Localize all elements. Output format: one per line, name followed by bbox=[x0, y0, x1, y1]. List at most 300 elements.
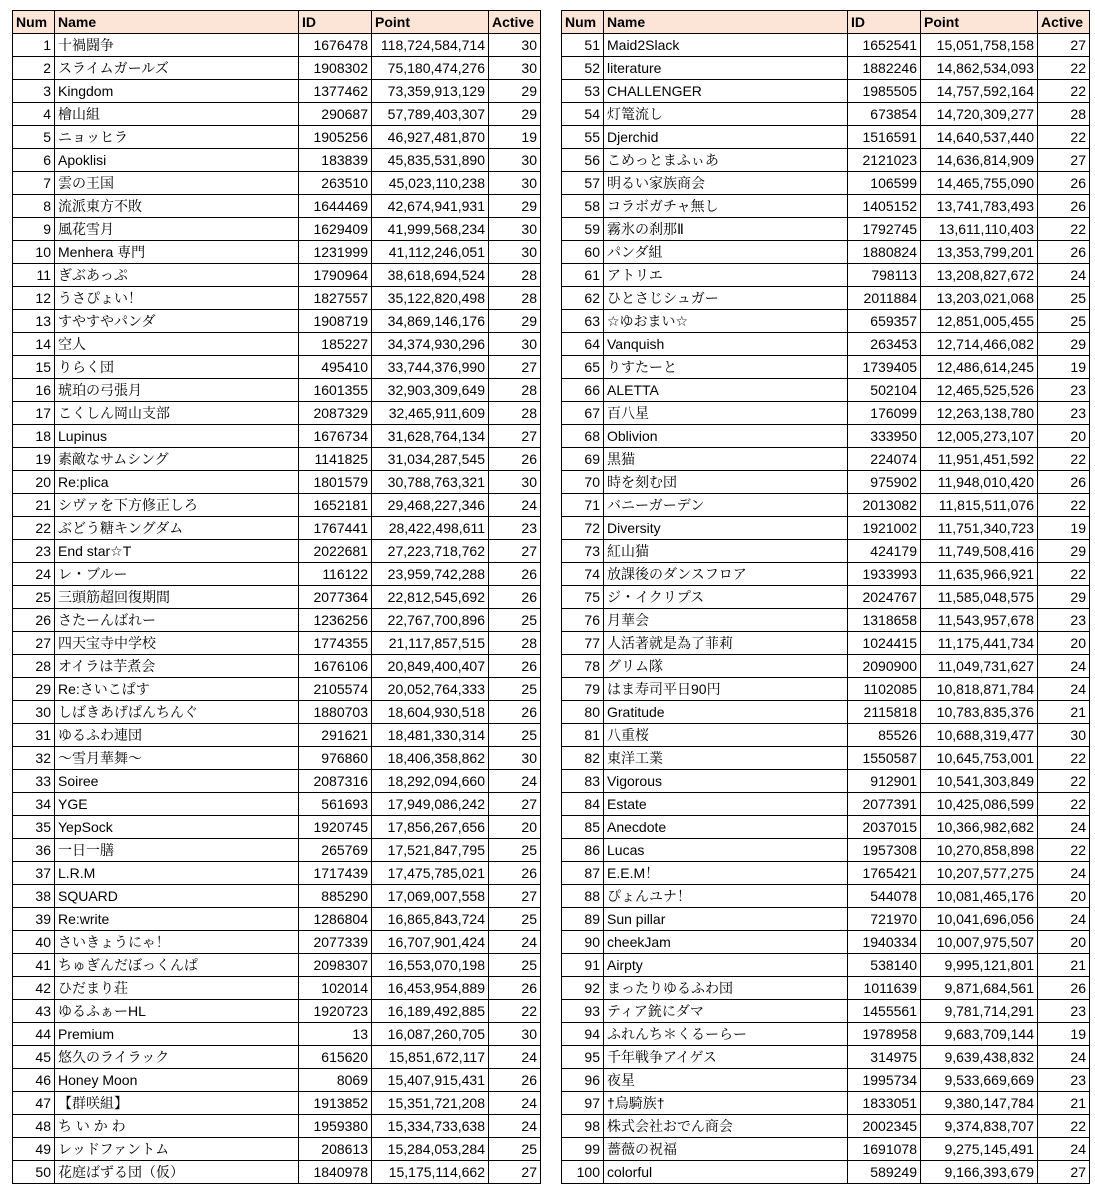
cell-active: 24 bbox=[1038, 1138, 1090, 1161]
cell-point: 9,683,709,144 bbox=[921, 1023, 1038, 1046]
cell-point: 15,175,114,662 bbox=[372, 1161, 489, 1184]
cell-point: 12,263,138,780 bbox=[921, 402, 1038, 425]
table-row bbox=[13, 34, 541, 57]
cell-name: 時を刻む団 bbox=[604, 471, 848, 494]
table-row bbox=[562, 356, 1090, 379]
cell-point: 17,521,847,795 bbox=[372, 839, 489, 862]
cell-num: 5 bbox=[13, 126, 55, 149]
header-active: Active bbox=[489, 11, 541, 34]
cell-point: 10,688,319,477 bbox=[921, 724, 1038, 747]
cell-num: 10 bbox=[13, 241, 55, 264]
cell-name: YGE bbox=[55, 793, 299, 816]
cell-active: 22 bbox=[1038, 563, 1090, 586]
cell-point: 10,645,753,001 bbox=[921, 747, 1038, 770]
table-row bbox=[13, 954, 541, 977]
cell-active: 22 bbox=[1038, 218, 1090, 241]
cell-point: 9,871,684,561 bbox=[921, 977, 1038, 1000]
cell-name: 雲の王国 bbox=[55, 172, 299, 195]
cell-point: 10,783,835,376 bbox=[921, 701, 1038, 724]
cell-active: 29 bbox=[489, 103, 541, 126]
cell-id: 1792745 bbox=[848, 218, 921, 241]
cell-name: 風花雪月 bbox=[55, 218, 299, 241]
table-row bbox=[13, 425, 541, 448]
cell-point: 29,468,227,346 bbox=[372, 494, 489, 517]
cell-id: 1455561 bbox=[848, 1000, 921, 1023]
cell-point: 45,835,531,890 bbox=[372, 149, 489, 172]
cell-active: 19 bbox=[1038, 356, 1090, 379]
cell-id: 1827557 bbox=[299, 287, 372, 310]
table-row bbox=[13, 655, 541, 678]
cell-id: 1652181 bbox=[299, 494, 372, 517]
cell-point: 20,849,400,407 bbox=[372, 655, 489, 678]
table-row bbox=[562, 586, 1090, 609]
table-row bbox=[13, 724, 541, 747]
cell-id: 673854 bbox=[848, 103, 921, 126]
cell-num: 36 bbox=[13, 839, 55, 862]
cell-active: 30 bbox=[489, 333, 541, 356]
cell-point: 41,112,246,051 bbox=[372, 241, 489, 264]
cell-id: 2087329 bbox=[299, 402, 372, 425]
cell-point: 17,949,086,242 bbox=[372, 793, 489, 816]
table-row bbox=[13, 862, 541, 885]
cell-active: 27 bbox=[489, 425, 541, 448]
cell-num: 58 bbox=[562, 195, 604, 218]
table-row bbox=[562, 448, 1090, 471]
table-row bbox=[562, 103, 1090, 126]
cell-name: 檜山組 bbox=[55, 103, 299, 126]
cell-num: 83 bbox=[562, 770, 604, 793]
cell-num: 92 bbox=[562, 977, 604, 1000]
cell-point: 9,166,393,679 bbox=[921, 1161, 1038, 1184]
cell-id: 495410 bbox=[299, 356, 372, 379]
cell-active: 19 bbox=[1038, 1023, 1090, 1046]
cell-num: 57 bbox=[562, 172, 604, 195]
cell-id: 1880824 bbox=[848, 241, 921, 264]
cell-id: 224074 bbox=[848, 448, 921, 471]
cell-id: 538140 bbox=[848, 954, 921, 977]
cell-point: 9,374,838,707 bbox=[921, 1115, 1038, 1138]
cell-point: 12,005,273,107 bbox=[921, 425, 1038, 448]
cell-name: ちゅぎんだぼっくんぱ bbox=[55, 954, 299, 977]
cell-active: 19 bbox=[1038, 517, 1090, 540]
cell-active: 25 bbox=[489, 678, 541, 701]
cell-active: 27 bbox=[1038, 149, 1090, 172]
table-row bbox=[562, 1000, 1090, 1023]
header-id: ID bbox=[299, 11, 372, 34]
cell-active: 22 bbox=[1038, 448, 1090, 471]
cell-point: 10,270,858,898 bbox=[921, 839, 1038, 862]
cell-point: 57,789,403,307 bbox=[372, 103, 489, 126]
table-row bbox=[13, 333, 541, 356]
cell-id: 1995734 bbox=[848, 1069, 921, 1092]
table-row bbox=[13, 517, 541, 540]
cell-id: 183839 bbox=[299, 149, 372, 172]
cell-point: 31,034,287,545 bbox=[372, 448, 489, 471]
header-name: Name bbox=[604, 11, 848, 34]
cell-point: 14,465,755,090 bbox=[921, 172, 1038, 195]
ranking-table-left bbox=[12, 10, 541, 1184]
cell-active: 27 bbox=[1038, 1161, 1090, 1184]
cell-num: 90 bbox=[562, 931, 604, 954]
cell-name: こくしん岡山支部 bbox=[55, 402, 299, 425]
table-row bbox=[13, 908, 541, 931]
cell-id: 314975 bbox=[848, 1046, 921, 1069]
cell-num: 7 bbox=[13, 172, 55, 195]
cell-name: 琥珀の弓張月 bbox=[55, 379, 299, 402]
table-row bbox=[562, 379, 1090, 402]
cell-active: 23 bbox=[1038, 402, 1090, 425]
table-row bbox=[13, 793, 541, 816]
cell-id: 2024767 bbox=[848, 586, 921, 609]
table-row bbox=[562, 862, 1090, 885]
cell-point: 11,585,048,575 bbox=[921, 586, 1038, 609]
cell-id: 1920723 bbox=[299, 1000, 372, 1023]
cell-active: 26 bbox=[1038, 195, 1090, 218]
cell-num: 84 bbox=[562, 793, 604, 816]
cell-num: 40 bbox=[13, 931, 55, 954]
header-row bbox=[562, 11, 1090, 34]
cell-point: 11,751,340,723 bbox=[921, 517, 1038, 540]
cell-num: 88 bbox=[562, 885, 604, 908]
table-row bbox=[13, 80, 541, 103]
table-row bbox=[13, 379, 541, 402]
cell-num: 51 bbox=[562, 34, 604, 57]
cell-point: 14,640,537,440 bbox=[921, 126, 1038, 149]
cell-num: 74 bbox=[562, 563, 604, 586]
cell-point: 33,744,376,990 bbox=[372, 356, 489, 379]
cell-point: 10,425,086,599 bbox=[921, 793, 1038, 816]
cell-point: 21,117,857,515 bbox=[372, 632, 489, 655]
table-row bbox=[13, 816, 541, 839]
cell-point: 27,223,718,762 bbox=[372, 540, 489, 563]
cell-id: 2105574 bbox=[299, 678, 372, 701]
cell-num: 1 bbox=[13, 34, 55, 57]
cell-active: 24 bbox=[1038, 264, 1090, 287]
cell-active: 25 bbox=[489, 724, 541, 747]
cell-id: 912901 bbox=[848, 770, 921, 793]
cell-id: 176099 bbox=[848, 402, 921, 425]
cell-point: 35,122,820,498 bbox=[372, 287, 489, 310]
table-row bbox=[562, 655, 1090, 678]
cell-id: 1236256 bbox=[299, 609, 372, 632]
cell-id: 1840978 bbox=[299, 1161, 372, 1184]
cell-point: 13,611,110,403 bbox=[921, 218, 1038, 241]
cell-id: 1913852 bbox=[299, 1092, 372, 1115]
cell-num: 4 bbox=[13, 103, 55, 126]
cell-name: ☆ゆおまい☆ bbox=[604, 310, 848, 333]
cell-name: 放課後のダンスフロア bbox=[604, 563, 848, 586]
table-row bbox=[562, 1092, 1090, 1115]
cell-id: 1985505 bbox=[848, 80, 921, 103]
cell-point: 16,087,260,705 bbox=[372, 1023, 489, 1046]
cell-name: Re:さいこぱす bbox=[55, 678, 299, 701]
table-row bbox=[13, 885, 541, 908]
cell-active: 28 bbox=[489, 402, 541, 425]
cell-point: 75,180,474,276 bbox=[372, 57, 489, 80]
cell-point: 12,851,005,455 bbox=[921, 310, 1038, 333]
cell-name: ALETTA bbox=[604, 379, 848, 402]
cell-id: 2022681 bbox=[299, 540, 372, 563]
cell-point: 73,359,913,129 bbox=[372, 80, 489, 103]
table-row bbox=[562, 563, 1090, 586]
cell-id: 561693 bbox=[299, 793, 372, 816]
cell-id: 424179 bbox=[848, 540, 921, 563]
cell-name: Anecdote bbox=[604, 816, 848, 839]
cell-name: 灯篭流し bbox=[604, 103, 848, 126]
cell-id: 2011884 bbox=[848, 287, 921, 310]
cell-id: 1717439 bbox=[299, 862, 372, 885]
cell-point: 15,334,733,638 bbox=[372, 1115, 489, 1138]
cell-active: 29 bbox=[1038, 333, 1090, 356]
cell-num: 100 bbox=[562, 1161, 604, 1184]
cell-active: 21 bbox=[1038, 954, 1090, 977]
cell-name: アトリエ bbox=[604, 264, 848, 287]
cell-num: 31 bbox=[13, 724, 55, 747]
cell-id: 265769 bbox=[299, 839, 372, 862]
cell-name: ぴょんユナ！ bbox=[604, 885, 848, 908]
table-row bbox=[562, 701, 1090, 724]
table-row bbox=[13, 632, 541, 655]
cell-num: 56 bbox=[562, 149, 604, 172]
cell-id: 1882246 bbox=[848, 57, 921, 80]
cell-active: 22 bbox=[1038, 770, 1090, 793]
cell-num: 95 bbox=[562, 1046, 604, 1069]
cell-num: 18 bbox=[13, 425, 55, 448]
cell-id: 1978958 bbox=[848, 1023, 921, 1046]
cell-active: 30 bbox=[489, 57, 541, 80]
cell-name: Sun pillar bbox=[604, 908, 848, 931]
cell-name: 十禍闘争 bbox=[55, 34, 299, 57]
cell-active: 28 bbox=[489, 379, 541, 402]
cell-num: 87 bbox=[562, 862, 604, 885]
cell-id: 1940334 bbox=[848, 931, 921, 954]
cell-num: 12 bbox=[13, 287, 55, 310]
table-row bbox=[562, 1115, 1090, 1138]
cell-num: 75 bbox=[562, 586, 604, 609]
cell-name: CHALLENGER bbox=[604, 80, 848, 103]
table-row bbox=[562, 471, 1090, 494]
cell-name: ち い か わ bbox=[55, 1115, 299, 1138]
table-row bbox=[13, 195, 541, 218]
table-row bbox=[562, 517, 1090, 540]
cell-num: 25 bbox=[13, 586, 55, 609]
cell-name: Oblivion bbox=[604, 425, 848, 448]
cell-point: 11,951,451,592 bbox=[921, 448, 1038, 471]
cell-name: ゆるふぁーHL bbox=[55, 1000, 299, 1023]
header-num: Num bbox=[13, 11, 55, 34]
cell-num: 98 bbox=[562, 1115, 604, 1138]
cell-active: 24 bbox=[1038, 908, 1090, 931]
cell-point: 13,741,783,493 bbox=[921, 195, 1038, 218]
cell-name: 花庭ばずる団（仮） bbox=[55, 1161, 299, 1184]
cell-active: 28 bbox=[489, 632, 541, 655]
table-row bbox=[13, 57, 541, 80]
table-row bbox=[13, 1115, 541, 1138]
table-row bbox=[562, 724, 1090, 747]
table-row bbox=[562, 632, 1090, 655]
cell-name: ティア銃にダマ bbox=[604, 1000, 848, 1023]
cell-num: 97 bbox=[562, 1092, 604, 1115]
cell-point: 22,767,700,896 bbox=[372, 609, 489, 632]
cell-num: 59 bbox=[562, 218, 604, 241]
cell-num: 65 bbox=[562, 356, 604, 379]
table-row bbox=[562, 425, 1090, 448]
cell-point: 15,284,053,284 bbox=[372, 1138, 489, 1161]
cell-point: 13,208,827,672 bbox=[921, 264, 1038, 287]
cell-active: 23 bbox=[1038, 609, 1090, 632]
cell-point: 9,995,121,801 bbox=[921, 954, 1038, 977]
cell-name: Diversity bbox=[604, 517, 848, 540]
cell-num: 30 bbox=[13, 701, 55, 724]
table-row bbox=[13, 586, 541, 609]
header-point: Point bbox=[372, 11, 489, 34]
cell-num: 6 bbox=[13, 149, 55, 172]
table-row bbox=[562, 494, 1090, 517]
cell-point: 42,674,941,931 bbox=[372, 195, 489, 218]
cell-name: ゆるふわ連団 bbox=[55, 724, 299, 747]
cell-name: パンダ組 bbox=[604, 241, 848, 264]
cell-id: 1676734 bbox=[299, 425, 372, 448]
cell-id: 1676478 bbox=[299, 34, 372, 57]
cell-num: 68 bbox=[562, 425, 604, 448]
cell-id: 1318658 bbox=[848, 609, 921, 632]
table-row bbox=[13, 149, 541, 172]
cell-active: 28 bbox=[489, 264, 541, 287]
table-row bbox=[13, 264, 541, 287]
cell-active: 27 bbox=[489, 356, 541, 379]
cell-id: 1920745 bbox=[299, 816, 372, 839]
cell-num: 85 bbox=[562, 816, 604, 839]
cell-num: 77 bbox=[562, 632, 604, 655]
cell-id: 8069 bbox=[299, 1069, 372, 1092]
cell-id: 1833051 bbox=[848, 1092, 921, 1115]
cell-name: Maid2Slack bbox=[604, 34, 848, 57]
cell-num: 49 bbox=[13, 1138, 55, 1161]
table-row bbox=[562, 1023, 1090, 1046]
cell-name: しばきあげぱんちんぐ bbox=[55, 701, 299, 724]
cell-active: 26 bbox=[489, 977, 541, 1000]
cell-name: Vigorous bbox=[604, 770, 848, 793]
cell-id: 1405152 bbox=[848, 195, 921, 218]
cell-active: 23 bbox=[1038, 379, 1090, 402]
cell-id: 589249 bbox=[848, 1161, 921, 1184]
cell-point: 14,636,814,909 bbox=[921, 149, 1038, 172]
cell-active: 24 bbox=[489, 1092, 541, 1115]
cell-point: 34,869,146,176 bbox=[372, 310, 489, 333]
cell-name: りすたーと bbox=[604, 356, 848, 379]
cell-id: 2037015 bbox=[848, 816, 921, 839]
cell-id: 2087316 bbox=[299, 770, 372, 793]
cell-name: cheekJam bbox=[604, 931, 848, 954]
cell-id: 1676106 bbox=[299, 655, 372, 678]
cell-name: レッドファントム bbox=[55, 1138, 299, 1161]
cell-num: 11 bbox=[13, 264, 55, 287]
table-row bbox=[13, 1092, 541, 1115]
cell-point: 32,903,309,649 bbox=[372, 379, 489, 402]
cell-point: 15,351,721,208 bbox=[372, 1092, 489, 1115]
cell-name: レ・ブルー bbox=[55, 563, 299, 586]
cell-num: 64 bbox=[562, 333, 604, 356]
cell-active: 24 bbox=[1038, 655, 1090, 678]
cell-point: 11,749,508,416 bbox=[921, 540, 1038, 563]
table-row bbox=[562, 793, 1090, 816]
table-row bbox=[562, 264, 1090, 287]
header-num: Num bbox=[562, 11, 604, 34]
cell-num: 70 bbox=[562, 471, 604, 494]
cell-active: 29 bbox=[1038, 586, 1090, 609]
cell-id: 2098307 bbox=[299, 954, 372, 977]
cell-active: 24 bbox=[489, 770, 541, 793]
cell-active: 20 bbox=[1038, 632, 1090, 655]
cell-name: 株式会社おでん商会 bbox=[604, 1115, 848, 1138]
table-row bbox=[13, 218, 541, 241]
cell-num: 63 bbox=[562, 310, 604, 333]
table-row bbox=[562, 34, 1090, 57]
table-row bbox=[562, 609, 1090, 632]
table-row bbox=[13, 126, 541, 149]
cell-name: こめっとまふぃあ bbox=[604, 149, 848, 172]
cell-point: 16,865,843,724 bbox=[372, 908, 489, 931]
cell-num: 80 bbox=[562, 701, 604, 724]
cell-id: 2013082 bbox=[848, 494, 921, 517]
table-row bbox=[562, 1046, 1090, 1069]
cell-point: 41,999,568,234 bbox=[372, 218, 489, 241]
cell-point: 9,781,714,291 bbox=[921, 1000, 1038, 1023]
cell-name: Re:plica bbox=[55, 471, 299, 494]
cell-id: 1880703 bbox=[299, 701, 372, 724]
cell-num: 3 bbox=[13, 80, 55, 103]
cell-name: 夜星 bbox=[604, 1069, 848, 1092]
cell-point: 16,189,492,885 bbox=[372, 1000, 489, 1023]
cell-name: 千年戦争アイゲス bbox=[604, 1046, 848, 1069]
cell-active: 27 bbox=[1038, 34, 1090, 57]
cell-id: 502104 bbox=[848, 379, 921, 402]
cell-point: 12,465,525,526 bbox=[921, 379, 1038, 402]
cell-active: 30 bbox=[489, 747, 541, 770]
table-row bbox=[562, 149, 1090, 172]
cell-name: 【群咲組】 bbox=[55, 1092, 299, 1115]
cell-point: 15,407,915,431 bbox=[372, 1069, 489, 1092]
cell-point: 11,049,731,627 bbox=[921, 655, 1038, 678]
cell-id: 1774355 bbox=[299, 632, 372, 655]
cell-num: 15 bbox=[13, 356, 55, 379]
cell-name: 八重桜 bbox=[604, 724, 848, 747]
table-row bbox=[562, 770, 1090, 793]
cell-active: 22 bbox=[1038, 80, 1090, 103]
cell-active: 24 bbox=[1038, 678, 1090, 701]
cell-active: 26 bbox=[1038, 977, 1090, 1000]
cell-point: 10,818,871,784 bbox=[921, 678, 1038, 701]
cell-num: 34 bbox=[13, 793, 55, 816]
cell-active: 26 bbox=[1038, 471, 1090, 494]
cell-id: 1644469 bbox=[299, 195, 372, 218]
cell-id: 1767441 bbox=[299, 517, 372, 540]
cell-active: 20 bbox=[1038, 425, 1090, 448]
cell-num: 55 bbox=[562, 126, 604, 149]
cell-num: 13 bbox=[13, 310, 55, 333]
cell-num: 61 bbox=[562, 264, 604, 287]
cell-name: Premium bbox=[55, 1023, 299, 1046]
table-row bbox=[13, 977, 541, 1000]
table-row bbox=[13, 1023, 541, 1046]
cell-point: 12,714,466,082 bbox=[921, 333, 1038, 356]
cell-num: 8 bbox=[13, 195, 55, 218]
cell-id: 544078 bbox=[848, 885, 921, 908]
cell-num: 91 bbox=[562, 954, 604, 977]
table-row bbox=[13, 747, 541, 770]
cell-name: literature bbox=[604, 57, 848, 80]
cell-active: 22 bbox=[1038, 793, 1090, 816]
